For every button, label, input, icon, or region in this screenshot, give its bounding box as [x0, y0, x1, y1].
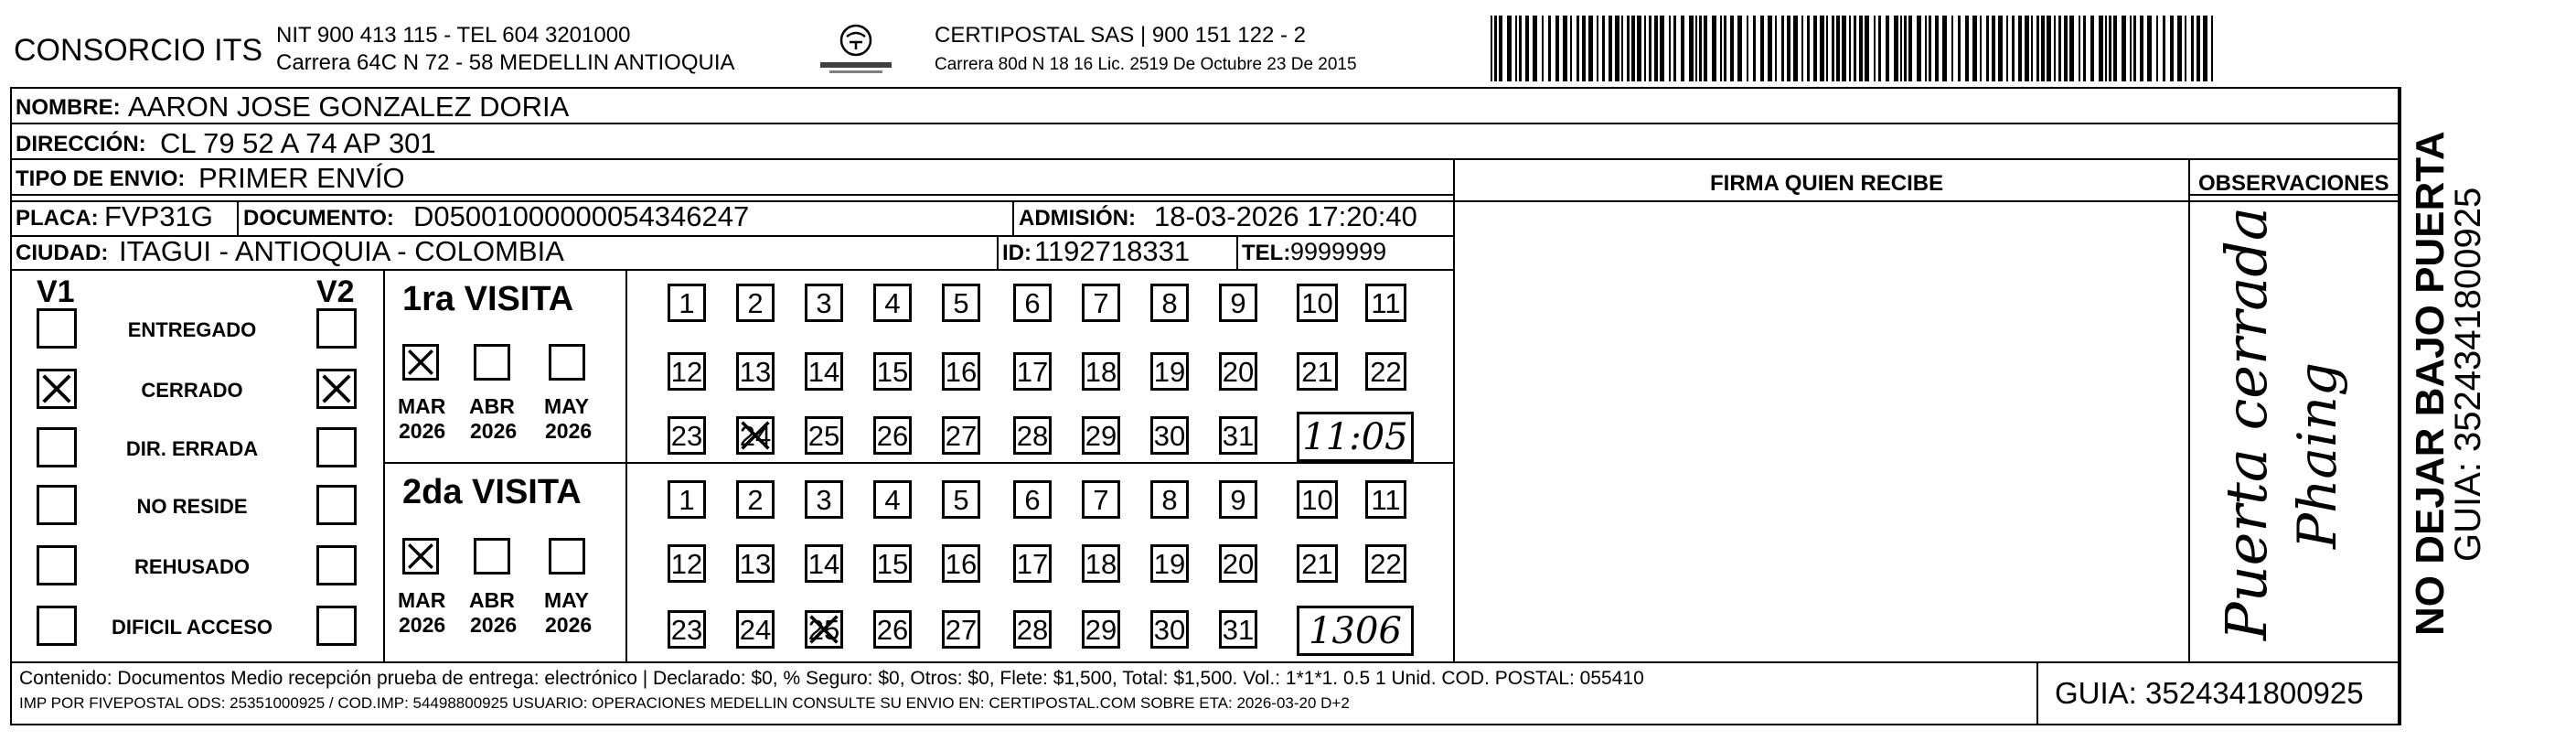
day-number: 20 — [1222, 356, 1255, 388]
footer-guia: GUIA: 3524341800925 — [2055, 676, 2364, 710]
v2-header: V2 — [316, 274, 355, 309]
day-box[interactable] — [668, 416, 706, 455]
day-box[interactable] — [1219, 284, 1257, 322]
documento-value: D05001000000054346247 — [413, 200, 750, 232]
day-number: 6 — [1024, 484, 1041, 516]
day-box[interactable] — [668, 544, 706, 583]
barcode — [1491, 16, 2218, 81]
day-number: 11 — [1371, 287, 1401, 319]
day-box[interactable] — [873, 352, 912, 391]
day-box[interactable] — [668, 610, 706, 649]
day-number: 31 — [1222, 420, 1255, 452]
ciudad-value: ITAGUI - ANTIOQUIA - COLOMBIA — [119, 235, 564, 267]
month-year: 2026 — [545, 613, 593, 637]
day-number: 29 — [1085, 614, 1117, 646]
day-box[interactable] — [668, 480, 706, 519]
day-box[interactable] — [873, 480, 912, 519]
day-number: 18 — [1085, 356, 1117, 388]
day-box[interactable] — [1013, 610, 1052, 649]
day-box[interactable] — [668, 352, 706, 391]
day-box[interactable] — [1150, 544, 1189, 583]
day-number: 12 — [670, 548, 703, 580]
day-number: 8 — [1161, 287, 1178, 319]
v1-header: V1 — [37, 274, 75, 309]
day-box[interactable] — [1082, 610, 1120, 649]
day-box[interactable] — [942, 610, 980, 649]
status-label: DIR. ERRADA — [125, 437, 259, 460]
company-name: CONSORCIO ITS — [14, 33, 263, 68]
side-warning: NO DEJAR BAJO PUERTA — [2408, 131, 2453, 636]
status-v2-checkbox[interactable] — [316, 606, 357, 646]
company-nit: NIT 900 413 115 - TEL 604 3201000 — [276, 23, 631, 48]
day-number: 4 — [884, 484, 901, 516]
tipo-envio-value: PRIMER ENVÍO — [198, 162, 405, 194]
carrier-address: Carrera 80d N 18 16 Lic. 2519 De Octubre 23 De 2015 — [935, 55, 1357, 74]
day-number: 9 — [1230, 484, 1246, 516]
footer-imp: IMP POR FIVEPOSTAL ODS: 25351000925 / COD.IMP: 54498800925 USUARIO: OPERACIONES MEDELLIN CONSULTE SU ENVIO EN: CERTIPOSTAL.COM SOBRE ETA: 2026-03-20 D+2 — [19, 694, 1350, 712]
month-year: 2026 — [470, 613, 518, 637]
month-checkbox[interactable] — [474, 344, 510, 381]
day-number: 9 — [1230, 287, 1246, 319]
cross-mark-icon — [807, 613, 840, 646]
day-box[interactable] — [805, 544, 843, 583]
status-label: REHUSADO — [134, 555, 250, 578]
observaciones-label: OBSERVACIONES — [2198, 171, 2389, 196]
day-box[interactable] — [873, 610, 912, 649]
day-box[interactable] — [805, 352, 843, 391]
day-number: 2 — [747, 484, 764, 516]
id-value: 1192718331 — [1034, 235, 1191, 267]
day-number: 16 — [945, 356, 978, 388]
day-box[interactable] — [736, 352, 775, 391]
day-number: 30 — [1153, 420, 1186, 452]
month-label: MAR — [398, 394, 446, 418]
day-number: 13 — [739, 356, 772, 388]
day-box[interactable] — [668, 284, 706, 322]
status-v2-checkbox[interactable] — [316, 545, 357, 585]
documento-label: DOCUMENTO: — [243, 206, 394, 231]
day-number: 16 — [945, 548, 978, 580]
status-label: ENTREGADO — [127, 318, 257, 341]
day-number: 23 — [670, 420, 703, 452]
day-number: 28 — [1016, 420, 1049, 452]
day-number: 4 — [884, 287, 901, 319]
nombre-value: AARON JOSE GONZALEZ DORIA — [128, 91, 570, 123]
day-box[interactable] — [1297, 544, 1338, 583]
day-number: 29 — [1085, 420, 1117, 452]
day-number: 23 — [670, 614, 703, 646]
day-box[interactable] — [736, 480, 775, 519]
day-number: 17 — [1016, 356, 1049, 388]
day-box[interactable] — [1013, 480, 1052, 519]
day-box[interactable] — [736, 416, 775, 455]
day-box[interactable] — [1150, 610, 1189, 649]
status-label: NO RESIDE — [136, 495, 248, 518]
day-box[interactable] — [1297, 480, 1338, 519]
company-address: Carrera 64C N 72 - 58 MEDELLIN ANTIOQUIA — [276, 50, 735, 75]
day-number: 15 — [876, 356, 909, 388]
day-box[interactable] — [736, 610, 775, 649]
observation-handwriting-1: Puerta cerrada — [2213, 207, 2280, 640]
month-label: MAY — [544, 588, 589, 612]
status-label: CERRADO — [141, 379, 243, 402]
day-box[interactable] — [1219, 610, 1257, 649]
day-number: 19 — [1153, 548, 1186, 580]
day-number: 15 — [876, 548, 909, 580]
day-number: 2 — [747, 287, 764, 319]
day-box[interactable] — [1082, 544, 1120, 583]
status-v2-checkbox[interactable] — [316, 308, 357, 349]
handwritten-time-box[interactable]: 11:05 — [1297, 412, 1414, 462]
day-number: 22 — [1370, 548, 1402, 580]
month-checkbox[interactable] — [474, 538, 510, 575]
day-box[interactable] — [1365, 284, 1406, 322]
month-checkbox[interactable] — [402, 538, 439, 575]
day-number: 24 — [739, 420, 772, 452]
day-box[interactable] — [1013, 544, 1052, 583]
day-box[interactable] — [1365, 480, 1406, 519]
day-box[interactable] — [805, 284, 843, 322]
status-v2-checkbox[interactable] — [316, 485, 357, 525]
day-number: 3 — [816, 484, 832, 516]
day-number: 31 — [1222, 614, 1255, 646]
day-number: 3 — [816, 287, 832, 319]
day-number: 5 — [953, 287, 969, 319]
day-number: 10 — [1301, 287, 1333, 319]
placa-label: PLACA: — [16, 206, 99, 231]
day-box[interactable] — [1082, 416, 1120, 455]
day-number: 27 — [945, 614, 978, 646]
side-guia: GUIA: 3524341800925 — [2448, 187, 2488, 562]
day-number: 25 — [807, 614, 840, 646]
day-number: 25 — [807, 420, 840, 452]
status-v2-checkbox[interactable] — [316, 427, 357, 467]
day-number: 1 — [679, 484, 695, 516]
cross-mark-icon — [739, 419, 772, 452]
direccion-value: CL 79 52 A 74 AP 301 — [160, 127, 436, 159]
day-box[interactable] — [1219, 352, 1257, 391]
direccion-label: DIRECCIÓN: — [16, 132, 146, 156]
month-label: MAY — [544, 394, 589, 418]
ciudad-label: CIUDAD: — [16, 241, 109, 265]
nombre-label: NOMBRE: — [16, 95, 121, 120]
day-box[interactable] — [1150, 480, 1189, 519]
day-number: 17 — [1016, 548, 1049, 580]
day-number: 22 — [1370, 356, 1402, 388]
day-box[interactable] — [942, 352, 980, 391]
day-number: 11 — [1371, 484, 1401, 516]
day-box[interactable] — [1082, 284, 1120, 322]
day-box[interactable] — [736, 544, 775, 583]
day-number: 28 — [1016, 614, 1049, 646]
month-checkbox[interactable] — [549, 344, 585, 381]
id-label: ID: — [1002, 241, 1031, 265]
day-number: 13 — [739, 548, 772, 580]
month-checkbox[interactable] — [549, 538, 585, 575]
day-box[interactable] — [1297, 284, 1338, 322]
tel-label: TEL: — [1242, 241, 1291, 265]
day-box[interactable] — [1013, 416, 1052, 455]
day-number: 20 — [1222, 548, 1255, 580]
placa-value: FVP31G — [104, 200, 213, 232]
day-box[interactable] — [805, 480, 843, 519]
day-number: 5 — [953, 484, 969, 516]
day-number: 12 — [670, 356, 703, 388]
month-label: ABR — [469, 588, 515, 612]
day-number: 19 — [1153, 356, 1186, 388]
day-number: 14 — [807, 356, 840, 388]
day-number: 21 — [1301, 356, 1333, 388]
day-box[interactable] — [942, 480, 980, 519]
tipo-envio-label: TIPO DE ENVIO: — [16, 166, 186, 191]
month-checkbox[interactable] — [402, 344, 439, 381]
day-box[interactable] — [1150, 284, 1189, 322]
day-number: 24 — [739, 614, 772, 646]
observation-handwriting-2: Phaing — [2286, 362, 2348, 549]
day-number: 18 — [1085, 548, 1117, 580]
day-box[interactable] — [1150, 352, 1189, 391]
day-box[interactable] — [1365, 352, 1406, 391]
status-label: DIFICIL ACCESO — [111, 616, 273, 639]
day-number: 26 — [876, 420, 909, 452]
day-box[interactable] — [942, 544, 980, 583]
day-box[interactable] — [1150, 416, 1189, 455]
tel-value: 9999999 — [1290, 238, 1387, 265]
day-box[interactable] — [805, 610, 843, 649]
day-number: 14 — [807, 548, 840, 580]
month-year: 2026 — [545, 419, 593, 443]
month-label: MAR — [398, 588, 446, 612]
day-box[interactable] — [873, 544, 912, 583]
day-box[interactable] — [1365, 544, 1406, 583]
day-number: 7 — [1093, 287, 1109, 319]
status-v2-checkbox[interactable] — [316, 369, 357, 409]
firma-label: FIRMA QUIEN RECIBE — [1710, 171, 1944, 196]
day-box[interactable] — [805, 416, 843, 455]
day-box[interactable] — [1219, 416, 1257, 455]
day-number: 26 — [876, 614, 909, 646]
admision-value: 18-03-2026 17:20:40 — [1154, 200, 1417, 232]
day-number: 8 — [1161, 484, 1178, 516]
day-box[interactable] — [1297, 352, 1338, 391]
day-number: 10 — [1301, 484, 1333, 516]
day-number: 30 — [1153, 614, 1186, 646]
day-box[interactable] — [736, 284, 775, 322]
day-number: 27 — [945, 420, 978, 452]
footer-contenido: Contenido: Documentos Medio recepción prueba de entrega: electrónico | Declarado: $0, % Seguro: $0, Otros: $0, Flete: $1,500, Total: $1,500. Vol.: 1*1*1. 0.5 1 Unid. COD. POSTAL: 055410 — [19, 668, 1644, 689]
month-year: 2026 — [470, 419, 518, 443]
day-number: 21 — [1301, 548, 1333, 580]
month-year: 2026 — [399, 419, 446, 443]
carrier-name: CERTIPOSTAL SAS | 900 151 122 - 2 — [935, 23, 1306, 48]
day-box[interactable] — [1219, 544, 1257, 583]
handwritten-time-box[interactable]: 1306 — [1297, 606, 1414, 656]
visit2-title: 2da VISITA — [402, 473, 582, 511]
visit1-title: 1ra VISITA — [402, 280, 574, 318]
month-label: ABR — [469, 394, 515, 418]
day-box[interactable] — [1082, 480, 1120, 519]
day-box[interactable] — [942, 284, 980, 322]
day-box[interactable] — [1013, 284, 1052, 322]
day-box[interactable] — [1219, 480, 1257, 519]
day-number: 7 — [1093, 484, 1109, 516]
admision-label: ADMISIÓN: — [1019, 206, 1136, 231]
day-box[interactable] — [1082, 352, 1120, 391]
day-box[interactable] — [942, 416, 980, 455]
day-number: 1 — [679, 287, 695, 319]
month-year: 2026 — [399, 613, 446, 637]
certipostal-logo — [817, 22, 895, 77]
day-box[interactable] — [1013, 352, 1052, 391]
day-box[interactable] — [873, 284, 912, 322]
day-number: 6 — [1024, 287, 1041, 319]
day-box[interactable] — [873, 416, 912, 455]
